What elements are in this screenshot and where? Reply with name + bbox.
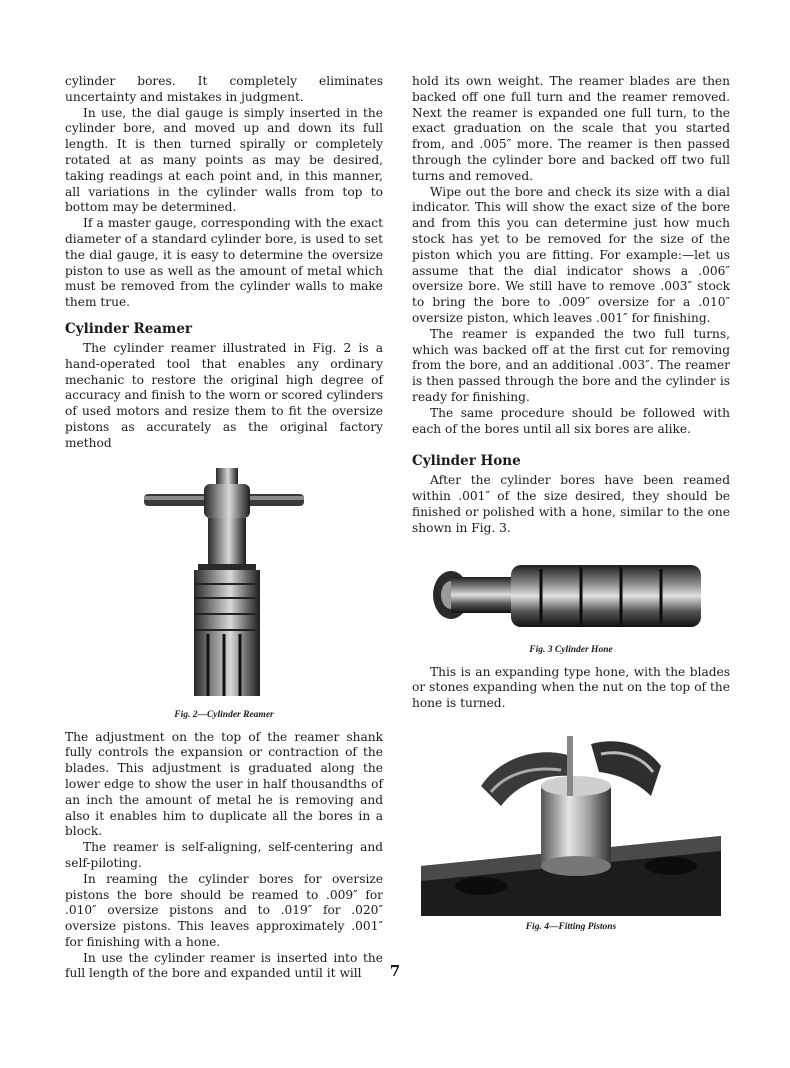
paragraph: In use the cylinder reamer is inserted into the full length of the bore and expanded until it will [65, 950, 383, 981]
paragraph: The adjustment on the top of the reamer shank fully controls the expansion or contraction of the blades. This adjustment is graduated along the lower edge to show the user in half thousandths of an inch the amount of metal he is removing and also it enables him to duplicate all the bores in a block. [65, 729, 383, 839]
cylinder-reamer-illustration [104, 464, 344, 704]
paragraph: The cylinder reamer illustrated in Fig. 2 is a hand-operated tool that enables any ordinary mechanic to restore the original high degree of accuracy and finish to the worn or scored cylinders of used motors and resize them to fit the oversize pistons as accurately as the original factory method [65, 340, 383, 450]
left-column [65, 74, 383, 982]
cylinder-hone-illustration [421, 555, 721, 639]
paragraph: This is an expanding type hone, with the blades or stones expanding when the nut on the top of the hone is turned. [412, 664, 730, 711]
page-number: 7 [389, 962, 401, 980]
fitting-pistons-illustration [421, 726, 721, 916]
fig2-caption: Fig. 2—Cylinder Reamer [174, 709, 274, 720]
fig4-fitting-pistons-image [421, 726, 721, 916]
fig2-cylinder-reamer-image [104, 464, 344, 704]
paragraph: In reaming the cylinder bores for oversize pistons the bore should be reamed to .009″ for .010″ oversize pistons and to .019″ for .020″ oversize pistons. This leaves approximately .001″ for finishing with a hone. [65, 871, 383, 949]
paragraph: cylinder bores. It completely eliminates uncertainty and mistakes in judgment. [65, 74, 383, 104]
paragraph: Wipe out the bore and check its size with a dial indicator. This will show the exact size of the bore and from this you can determine just how much stock has yet to be removed for the size of the piston which you are fitting. For example:—let us assume that the dial indicator shows a .006″ oversize bore. We still have to remove .003″ stock to bring the bore to .009″ oversize for a .010″ oversize piston, which leaves .001″ for finishing. [412, 184, 730, 325]
paragraph: The reamer is expanded the two full turns, which was backed off at the first cut for removing from the bore, and an additional .003″. The reamer is then passed through the bore and the cylinder is ready for finishing. [412, 326, 730, 404]
fig4-caption: Fig. 4—Fitting Pistons [525, 921, 617, 932]
paragraph: If a master gauge, corresponding with the exact diameter of a standard cylinder bore, is used to set the dial gauge, it is easy to determine the oversize piston to use as well as the amount of metal which must be removed from the cylinder walls to make them true. [65, 216, 383, 310]
right-column [412, 74, 730, 942]
section-heading-cylinder-hone: Cylinder Hone [412, 453, 521, 470]
paragraph: hold its own weight. The reamer blades are then backed off one full turn and the reamer removed. Next the reamer is expanded one full turn, to the exact graduation on the scale that you started from, and .005″ more. The reamer is then passed through the cylinder bore and backed off two full turns and removed. [412, 74, 730, 183]
fig3-cylinder-hone-image [421, 555, 721, 639]
section-heading-cylinder-reamer: Cylinder Reamer [65, 320, 193, 337]
paragraph: The reamer is self-aligning, self-centering and self-piloting. [65, 840, 383, 870]
paragraph: The same procedure should be followed with each of the bores until all six bores are alike. [412, 405, 730, 436]
fig3-caption: Fig. 3 Cylinder Hone [529, 644, 613, 655]
paragraph: In use, the dial gauge is simply inserted in the cylinder bore, and moved up and down its full length. It is then turned spirally or completely rotated at as many points as may be desired, taking readings at each point and, in this manner, all variations in the cylinder walls from top to bottom may be determined. [65, 105, 383, 215]
paragraph: After the cylinder bores have been reamed within .001″ of the size desired, they should be finished or polished with a hone, similar to the one shown in Fig. 3. [412, 473, 730, 535]
